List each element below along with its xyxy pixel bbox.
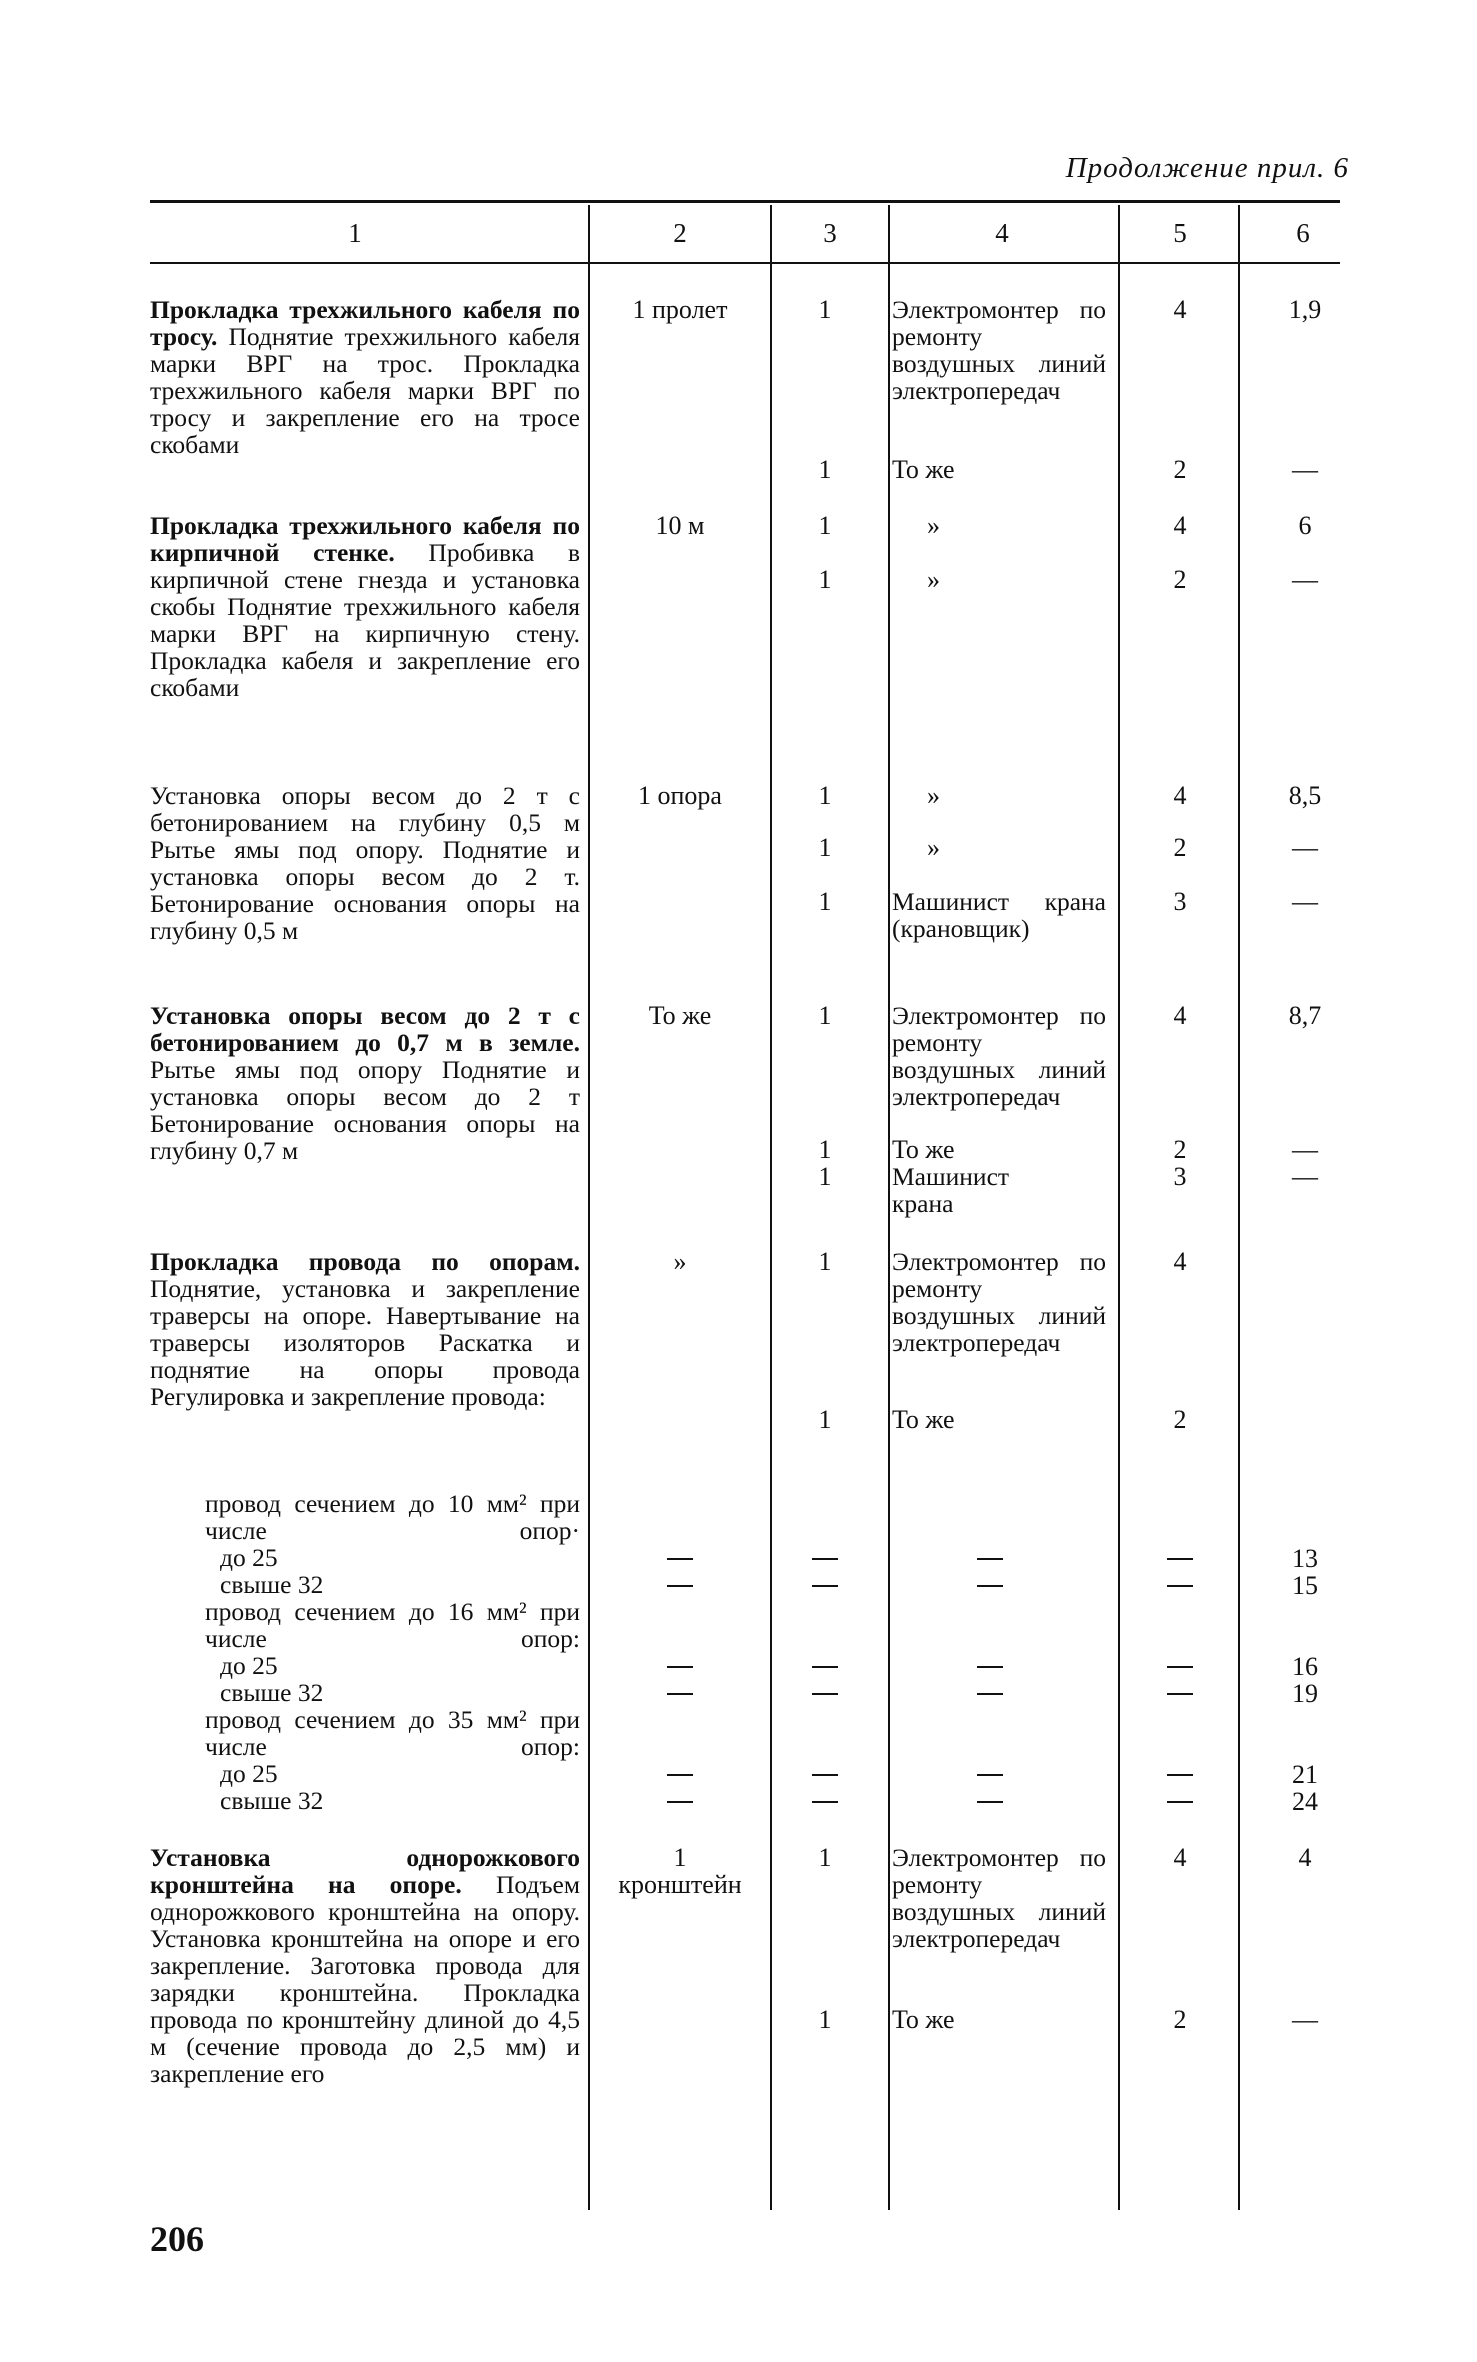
row-3-qty-3: 1 [818, 887, 832, 916]
row-3-norm-1: 8,5 [1288, 781, 1322, 810]
column-header-1: 1 [348, 218, 362, 248]
row-2-norm-2: — [1292, 565, 1318, 594]
row-4-norm-2: — [1292, 1135, 1318, 1164]
row-4-worker-1: Электромонтер по ремонту воздушных линий электропередач [892, 1001, 1106, 1111]
dash-row [950, 1788, 1030, 1815]
row-6-norm-2: — [1292, 2005, 1318, 2034]
header-rule [150, 262, 1340, 264]
row-2-worker-2: » [927, 565, 940, 594]
dash-row [1150, 1653, 1210, 1680]
row-3-unit: 1 опора [638, 781, 722, 810]
row-4-text: Рытье ямы под опору Поднятие и установка опоры весом до 2 т Бетонирование основания опоры на глубину 0,7 м [150, 1055, 580, 1165]
row-3-worker-1: » [927, 781, 940, 810]
dash-row [790, 1788, 860, 1815]
subitem-1-a: до 25 [220, 1543, 278, 1572]
row-5-worker-2: То же [892, 1405, 955, 1434]
row-6-qty-1: 1 [818, 1843, 832, 1872]
row-2-worker-1: » [927, 511, 940, 540]
row-1-norm-2: — [1292, 455, 1318, 484]
row-6-unit-a: 1 [673, 1843, 687, 1872]
subitem-3-label: провод сечением до 35 мм² при числе опор: [205, 1705, 580, 1761]
dash-row [1150, 1545, 1210, 1572]
row-1-grade-2: 2 [1173, 455, 1187, 484]
subitem-2-a: до 25 [220, 1651, 278, 1680]
subitem-2-norm-a: 16 [1292, 1652, 1318, 1681]
row-4-grade-1: 4 [1173, 1001, 1187, 1030]
dash-row [595, 1572, 765, 1599]
row-3-text: Установка опоры весом до 2 т с бетонированием на глубину 0,5 м Рытье ямы под опору. Поднятие и установка опоры весом до 2 т. Бетонирование основания опоры на глубину 0,5 м [150, 781, 580, 945]
row-5-subitem-1 [205, 1490, 580, 1598]
subitem-1-norm-a: 13 [1292, 1544, 1318, 1573]
column-header-3: 3 [823, 218, 837, 248]
row-6-worker-1: Электромонтер по ремонту воздушных линий электропередач [892, 1843, 1106, 1953]
dash-row [1150, 1572, 1210, 1599]
column-divider [770, 205, 772, 2210]
row-4-norm-3: — [1292, 1162, 1318, 1191]
row-2-title: Прокладка трехжильного кабеля по кирпичной стенке. [150, 511, 580, 567]
row-1-norm-1: 1,9 [1288, 295, 1322, 324]
row-1-text: Поднятие трехжильного кабеля марки ВРГ на трос. Прокладка трехжильного кабеля марки ВРГ по тросу и закрепление его на тросе скобами [150, 322, 580, 459]
row-1-qty-2: 1 [818, 455, 832, 484]
column-header-2: 2 [673, 218, 687, 248]
dash-row [595, 1653, 765, 1680]
dash-row [950, 1761, 1030, 1788]
row-2-grade-1: 4 [1173, 511, 1187, 540]
row-3-description [150, 782, 580, 944]
dash-row [1150, 1680, 1210, 1707]
row-6-unit-b: кронштейн [618, 1870, 742, 1899]
dash-row [790, 1680, 860, 1707]
row-2-grade-2: 2 [1173, 565, 1187, 594]
dash-row [790, 1545, 860, 1572]
row-2-description [150, 512, 580, 701]
row-6-norm-1: 4 [1298, 1843, 1312, 1872]
row-6-qty-2: 1 [818, 2005, 832, 2034]
subitem-1-norm-b: 15 [1292, 1571, 1318, 1600]
row-4-qty-2: 1 [818, 1135, 832, 1164]
dash-row [595, 1545, 765, 1572]
row-6-grade-1: 4 [1173, 1843, 1187, 1872]
row-6-text: Подъем однорожкового кронштейна на опору. Установка кронштейна на опоре и его закрепление. Заготовка провода для зарядки кронштейна. Прокладка провода по кронштейну длиной до 4,5 м (сечение провода до 2,5 мм) и закрепление его [150, 1870, 580, 2088]
subitem-2-label: провод сечением до 16 мм² при числе опор: [205, 1597, 580, 1653]
subitem-3-b: свыше 32 [220, 1786, 324, 1815]
column-divider [1118, 205, 1120, 2210]
subitem-3-norm-a: 21 [1292, 1760, 1318, 1789]
row-2-text: Пробивка в кирпичной стене гнезда и установка скобы Поднятие трехжильного кабеля марки ВРГ на кирпичную стену. Прокладка кабеля и закрепление его скобами [150, 538, 581, 702]
subitem-1-label: провод сечением до 10 мм² при числе опор· [205, 1489, 580, 1545]
row-5-text: Поднятие, установка и закрепление траверсы на опоре. Навертывание на траверсы изоляторов Раскатка и поднятие на опоры провода Регулировка и закрепление провода: [150, 1274, 580, 1411]
row-3-worker-2: » [927, 833, 940, 862]
row-1-grade-1: 4 [1173, 295, 1187, 324]
row-3-norm-2: — [1292, 833, 1318, 862]
row-3-qty-1: 1 [818, 781, 832, 810]
column-header-5: 5 [1173, 218, 1187, 248]
row-5-subitem-2 [205, 1598, 580, 1706]
row-4-qty-1: 1 [818, 1001, 832, 1030]
subitem-1-b: свыше 32 [220, 1570, 324, 1599]
column-divider [888, 205, 890, 2210]
dash-row [790, 1572, 860, 1599]
row-3-norm-3: — [1292, 887, 1318, 916]
row-5-worker-1: Электромонтер по ремонту воздушных линий электропередач [892, 1247, 1106, 1357]
top-rule [150, 200, 1340, 203]
dash-row [790, 1653, 860, 1680]
subitem-2-b: свыше 32 [220, 1678, 324, 1707]
dash-row [595, 1680, 765, 1707]
row-1-worker-2: То же [892, 455, 955, 484]
row-6-worker-2: То же [892, 2005, 955, 2034]
row-3-grade-1: 4 [1173, 781, 1187, 810]
row-1-unit: 1 пролет [632, 295, 728, 324]
row-5-title: Прокладка провода по опорам. [150, 1247, 580, 1276]
dash-row [1150, 1761, 1210, 1788]
row-2-qty-1: 1 [818, 511, 832, 540]
row-5-grade-2: 2 [1173, 1405, 1187, 1434]
subitem-2-norm-b: 19 [1292, 1679, 1318, 1708]
dash-row [790, 1761, 860, 1788]
column-header-6: 6 [1296, 218, 1310, 248]
row-4-worker-3: Машинист крана [892, 1162, 1010, 1218]
row-4-grade-2: 2 [1173, 1135, 1187, 1164]
row-3-qty-2: 1 [818, 833, 832, 862]
row-5-qty-1: 1 [818, 1247, 832, 1276]
running-head: Продолжение прил. 6 [1065, 152, 1349, 184]
row-3-grade-2: 2 [1173, 833, 1187, 862]
dash-row [595, 1788, 765, 1815]
row-5-grade-1: 4 [1173, 1247, 1187, 1276]
dash-row [950, 1572, 1030, 1599]
row-4-title: Установка опоры весом до 2 т с бетонированием до 0,7 м в земле. [150, 1001, 580, 1057]
dash-row [1150, 1788, 1210, 1815]
row-4-description [150, 1002, 580, 1164]
row-1-qty-1: 1 [818, 295, 832, 324]
row-3-grade-3: 3 [1173, 887, 1187, 916]
subitem-3-norm-b: 24 [1292, 1787, 1318, 1816]
dash-row [950, 1680, 1030, 1707]
dash-row [950, 1545, 1030, 1572]
subitem-3-a: до 25 [220, 1759, 278, 1788]
row-1-title: Прокладка трехжильного кабеля по тросу. [150, 295, 580, 351]
row-5-unit: » [673, 1247, 687, 1276]
page-number: 206 [150, 2219, 204, 2259]
row-4-qty-3: 1 [818, 1162, 832, 1191]
row-4-worker-2: То же [892, 1135, 955, 1164]
column-divider [588, 205, 590, 2210]
row-3-worker-3: Машинист крана (крановщик) [892, 887, 1106, 943]
row-1-worker-1: Электромонтер по ремонту воздушных линий электропередач [892, 295, 1106, 405]
row-4-grade-3: 3 [1173, 1162, 1187, 1191]
row-5-description [150, 1248, 580, 1410]
row-4-norm-1: 8,7 [1288, 1001, 1322, 1030]
row-4-unit: То же [648, 1001, 712, 1030]
row-6-title: Установка однорожкового кронштейна на опоре. [150, 1843, 580, 1899]
row-6-description [150, 1844, 580, 2087]
row-2-qty-2: 1 [818, 565, 832, 594]
row-5-qty-2: 1 [818, 1405, 832, 1434]
row-6-grade-2: 2 [1173, 2005, 1187, 2034]
column-divider [1238, 205, 1240, 2210]
dash-row [950, 1653, 1030, 1680]
row-1-description [150, 296, 580, 458]
row-5-subitem-3 [205, 1706, 580, 1814]
row-2-norm-1: 6 [1298, 511, 1312, 540]
row-2-unit: 10 м [655, 511, 705, 540]
dash-row [595, 1761, 765, 1788]
column-header-4: 4 [995, 218, 1009, 248]
